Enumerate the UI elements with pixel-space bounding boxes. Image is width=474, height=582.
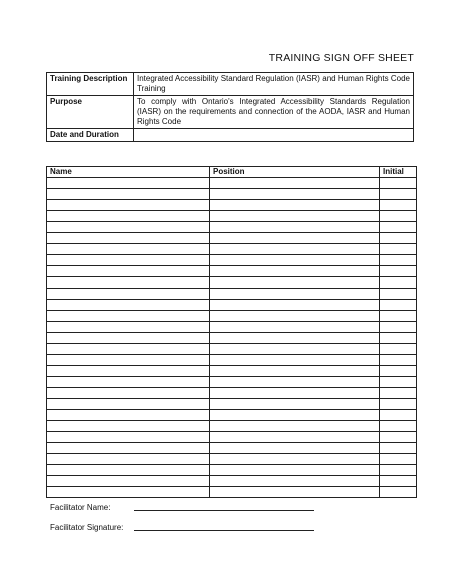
name-cell[interactable]	[47, 421, 210, 432]
name-column-header: Name	[47, 167, 210, 178]
name-cell[interactable]	[47, 266, 210, 277]
initial-cell[interactable]	[380, 332, 417, 343]
position-column-header: Position	[210, 167, 380, 178]
training-info-table	[46, 72, 414, 142]
initial-cell[interactable]	[380, 310, 417, 321]
name-cell[interactable]	[47, 376, 210, 387]
table-row	[47, 343, 417, 354]
position-cell[interactable]	[210, 387, 380, 398]
initial-cell[interactable]	[380, 432, 417, 443]
initial-cell[interactable]	[380, 189, 417, 200]
position-cell[interactable]	[210, 454, 380, 465]
position-cell[interactable]	[210, 233, 380, 244]
initial-cell[interactable]	[380, 266, 417, 277]
initial-cell[interactable]	[380, 255, 417, 266]
facilitator-signature-blank[interactable]	[134, 530, 314, 531]
initial-cell[interactable]	[380, 244, 417, 255]
table-row	[47, 244, 417, 255]
initial-cell[interactable]	[380, 421, 417, 432]
initial-cell[interactable]	[380, 398, 417, 409]
initial-cell[interactable]	[380, 476, 417, 487]
initial-cell[interactable]	[380, 343, 417, 354]
position-cell[interactable]	[210, 321, 380, 332]
table-row	[47, 443, 417, 454]
signoff-header-row	[47, 167, 417, 178]
position-cell[interactable]	[210, 432, 380, 443]
signoff-table	[46, 166, 417, 498]
purpose-value: To comply with Ontario's Integrated Accessibility Standards Regulation (IASR) on the requirements and connection of the AODA, IASR and Human Rights Code	[134, 96, 414, 129]
name-cell[interactable]	[47, 189, 210, 200]
table-row	[47, 410, 417, 421]
name-cell[interactable]	[47, 310, 210, 321]
info-row-description	[47, 73, 414, 96]
facilitator-name-line	[50, 503, 134, 512]
position-cell[interactable]	[210, 487, 380, 498]
position-cell[interactable]	[210, 476, 380, 487]
date-duration-label: Date and Duration	[47, 129, 134, 142]
name-cell[interactable]	[47, 255, 210, 266]
name-cell[interactable]	[47, 277, 210, 288]
name-cell[interactable]	[47, 454, 210, 465]
name-cell[interactable]	[47, 476, 210, 487]
position-cell[interactable]	[210, 310, 380, 321]
position-cell[interactable]	[210, 277, 380, 288]
name-cell[interactable]	[47, 343, 210, 354]
position-cell[interactable]	[210, 365, 380, 376]
name-cell[interactable]	[47, 288, 210, 299]
table-row	[47, 321, 417, 332]
initial-cell[interactable]	[380, 443, 417, 454]
initial-cell[interactable]	[380, 277, 417, 288]
table-row	[47, 454, 417, 465]
facilitator-signature-label: Facilitator Signature:	[50, 523, 124, 532]
position-cell[interactable]	[210, 410, 380, 421]
position-cell[interactable]	[210, 354, 380, 365]
initial-cell[interactable]	[380, 222, 417, 233]
name-cell[interactable]	[47, 465, 210, 476]
position-cell[interactable]	[210, 222, 380, 233]
name-cell[interactable]	[47, 332, 210, 343]
name-cell[interactable]	[47, 211, 210, 222]
initial-cell[interactable]	[380, 299, 417, 310]
initial-cell[interactable]	[380, 454, 417, 465]
table-row	[47, 421, 417, 432]
name-cell[interactable]	[47, 410, 210, 421]
name-cell[interactable]	[47, 200, 210, 211]
initial-cell[interactable]	[380, 233, 417, 244]
info-row-date	[47, 129, 414, 142]
table-row	[47, 476, 417, 487]
table-row	[47, 200, 417, 211]
position-cell[interactable]	[210, 200, 380, 211]
training-description-value: Integrated Accessibility Standard Regulation (IASR) and Human Rights Code Training	[134, 73, 414, 96]
facilitator-signature-line	[50, 523, 134, 532]
facilitator-name-blank[interactable]	[134, 510, 314, 511]
initial-cell[interactable]	[380, 410, 417, 421]
table-row	[47, 432, 417, 443]
info-row-purpose	[47, 96, 414, 129]
table-row	[47, 465, 417, 476]
name-cell[interactable]	[47, 365, 210, 376]
table-row	[47, 376, 417, 387]
initial-cell[interactable]	[380, 387, 417, 398]
purpose-label: Purpose	[47, 96, 134, 129]
table-row	[47, 365, 417, 376]
table-row	[47, 398, 417, 409]
signoff-rows	[47, 178, 417, 498]
initial-cell[interactable]	[380, 354, 417, 365]
table-row	[47, 288, 417, 299]
table-row	[47, 310, 417, 321]
initial-cell[interactable]	[380, 200, 417, 211]
initial-cell[interactable]	[380, 465, 417, 476]
position-cell[interactable]	[210, 465, 380, 476]
training-description-label: Training Description	[47, 73, 134, 96]
table-row	[47, 233, 417, 244]
position-cell[interactable]	[210, 343, 380, 354]
table-row	[47, 255, 417, 266]
table-row	[47, 487, 417, 498]
position-cell[interactable]	[210, 255, 380, 266]
position-cell[interactable]	[210, 299, 380, 310]
initial-cell[interactable]	[380, 178, 417, 189]
position-cell[interactable]	[210, 211, 380, 222]
position-cell[interactable]	[210, 288, 380, 299]
position-cell[interactable]	[210, 178, 380, 189]
table-row	[47, 332, 417, 343]
table-row	[47, 211, 417, 222]
table-row	[47, 299, 417, 310]
initial-column-header: Initial	[380, 167, 417, 178]
name-cell[interactable]	[47, 299, 210, 310]
name-cell[interactable]	[47, 178, 210, 189]
position-cell[interactable]	[210, 443, 380, 454]
table-row	[47, 222, 417, 233]
position-cell[interactable]	[210, 266, 380, 277]
name-cell[interactable]	[47, 398, 210, 409]
position-cell[interactable]	[210, 244, 380, 255]
table-row	[47, 354, 417, 365]
table-row	[47, 266, 417, 277]
initial-cell[interactable]	[380, 376, 417, 387]
facilitator-name-label: Facilitator Name:	[50, 503, 111, 512]
date-duration-value[interactable]	[134, 129, 414, 142]
name-cell[interactable]	[47, 244, 210, 255]
initial-cell[interactable]	[380, 487, 417, 498]
table-row	[47, 277, 417, 288]
name-cell[interactable]	[47, 432, 210, 443]
position-cell[interactable]	[210, 398, 380, 409]
name-cell[interactable]	[47, 222, 210, 233]
initial-cell[interactable]	[380, 365, 417, 376]
position-cell[interactable]	[210, 421, 380, 432]
table-row	[47, 178, 417, 189]
table-row	[47, 387, 417, 398]
position-cell[interactable]	[210, 332, 380, 343]
name-cell[interactable]	[47, 233, 210, 244]
position-cell[interactable]	[210, 376, 380, 387]
name-cell[interactable]	[47, 443, 210, 454]
name-cell[interactable]	[47, 487, 210, 498]
name-cell[interactable]	[47, 354, 210, 365]
name-cell[interactable]	[47, 321, 210, 332]
initial-cell[interactable]	[380, 211, 417, 222]
name-cell[interactable]	[47, 387, 210, 398]
table-row	[47, 189, 417, 200]
initial-cell[interactable]	[380, 288, 417, 299]
position-cell[interactable]	[210, 189, 380, 200]
document-title: TRAINING SIGN OFF SHEET	[268, 52, 414, 64]
initial-cell[interactable]	[380, 321, 417, 332]
